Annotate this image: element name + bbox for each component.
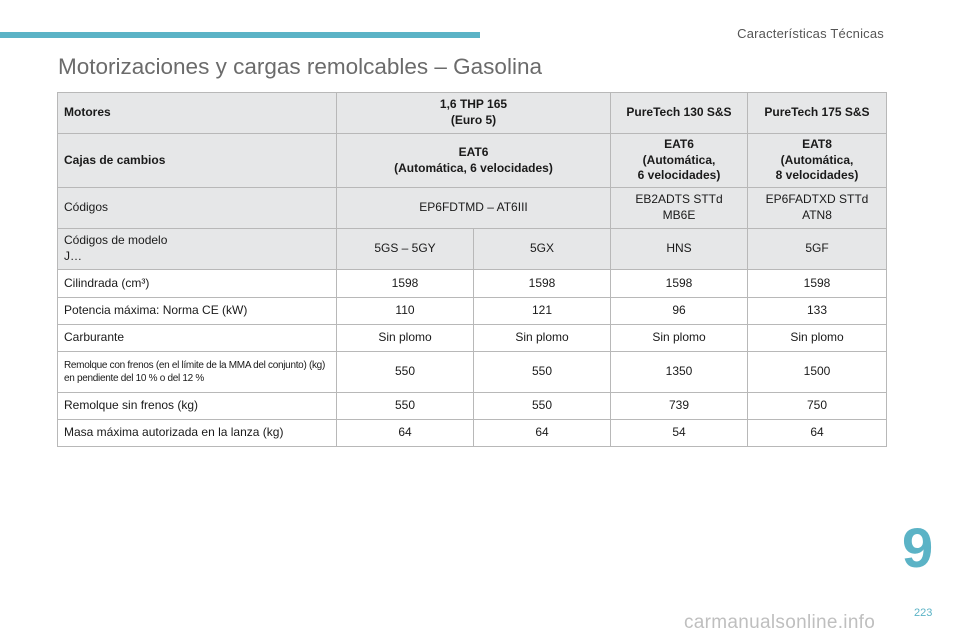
table-cell: 121 <box>474 298 611 325</box>
table-row <box>58 188 887 229</box>
row-label: Cilindrada (cm³) <box>58 270 337 298</box>
table-cell: 96 <box>611 298 748 325</box>
row-label: Masa máxima autorizada en la lanza (kg) <box>58 420 337 447</box>
table-cell: PureTech 130 S&S <box>611 93 748 134</box>
page-title: Motorizaciones y cargas remolcables – Gasolina <box>58 54 542 79</box>
table-cell: 550 <box>474 352 611 393</box>
table-cell: 1598 <box>474 270 611 298</box>
row-label <box>58 352 337 393</box>
table-cell: 64 <box>474 420 611 447</box>
row-label: Potencia máxima: Norma CE (kW) <box>58 298 337 325</box>
cell-line: (Automática, 6 velocidades) <box>394 160 553 175</box>
table-cell <box>337 134 611 188</box>
table-row <box>58 134 887 188</box>
table-cell: 1350 <box>611 352 748 393</box>
table-cell: 54 <box>611 420 748 447</box>
cell-line: 1,6 THP 165 <box>439 97 508 112</box>
cell-line: en pendiente del 10 % o del 12 % <box>64 373 204 384</box>
row-label <box>58 229 337 270</box>
cell-line: 6 velocidades) <box>637 168 721 183</box>
table-cell: Sin plomo <box>474 325 611 352</box>
row-label: Carburante <box>58 325 337 352</box>
table-cell: 550 <box>337 393 474 420</box>
cell-line: Códigos de modelo <box>64 233 168 248</box>
row-label: Cajas de cambios <box>58 134 337 188</box>
cell-line: (Automática, <box>780 152 854 167</box>
table-row <box>58 325 887 352</box>
watermark: carmanualsonline.info <box>684 612 876 633</box>
table-cell: 110 <box>337 298 474 325</box>
table-cell: 1598 <box>748 270 887 298</box>
table-row <box>58 270 887 298</box>
table-cell <box>611 188 748 229</box>
cell-line: EAT6 <box>664 137 694 152</box>
cell-line: J… <box>64 249 82 263</box>
table-cell: 133 <box>748 298 887 325</box>
cell-line: (Automática, <box>642 152 716 167</box>
cell-line: 8 velocidades) <box>775 168 859 183</box>
table-cell <box>748 134 887 188</box>
cell-line: EAT6 <box>458 144 489 159</box>
section-header: Características Técnicas <box>737 26 884 41</box>
row-label: Motores <box>58 93 337 134</box>
table-cell: Sin plomo <box>748 325 887 352</box>
cell-line: EAT8 <box>802 137 832 152</box>
cell-line: EP6FADTXD STTd <box>765 192 869 207</box>
table-cell: 550 <box>337 352 474 393</box>
table-cell: 1598 <box>337 270 474 298</box>
cell-line: MB6E <box>662 208 696 222</box>
table-cell: HNS <box>611 229 748 270</box>
table-cell: 5GF <box>748 229 887 270</box>
table-cell <box>748 188 887 229</box>
cell-line: Remolque con frenos (en el límite de la MMA del conjunto) (kg) <box>64 360 325 371</box>
table-row <box>58 420 887 447</box>
table-row <box>58 93 887 134</box>
cell-line: ATN8 <box>802 208 832 222</box>
table-cell: Sin plomo <box>337 325 474 352</box>
table-cell <box>611 134 748 188</box>
table-cell: 750 <box>748 393 887 420</box>
table-row <box>58 229 887 270</box>
accent-bar <box>0 32 480 38</box>
cell-line: (Euro 5) <box>450 113 497 127</box>
table-cell: 739 <box>611 393 748 420</box>
chapter-number: 9 <box>902 516 934 579</box>
table-cell: 5GS – 5GY <box>337 229 474 270</box>
table-cell: Sin plomo <box>611 325 748 352</box>
table-cell: PureTech 175 S&S <box>748 93 887 134</box>
table-cell: 64 <box>337 420 474 447</box>
table-row <box>58 352 887 393</box>
table-cell <box>337 93 611 134</box>
table-cell: 5GX <box>474 229 611 270</box>
table-row <box>58 298 887 325</box>
row-label: Remolque sin frenos (kg) <box>58 393 337 420</box>
table-row <box>58 393 887 420</box>
table-cell: 1598 <box>611 270 748 298</box>
cell-line: EB2ADTS STTd <box>635 192 723 207</box>
table-cell: 550 <box>474 393 611 420</box>
row-label: Códigos <box>58 188 337 229</box>
table-cell: 64 <box>748 420 887 447</box>
page-number: 223 <box>914 607 933 619</box>
table-cell: 1500 <box>748 352 887 393</box>
table-cell: EP6FDTMD – AT6III <box>337 188 611 229</box>
specs-table <box>57 92 887 447</box>
